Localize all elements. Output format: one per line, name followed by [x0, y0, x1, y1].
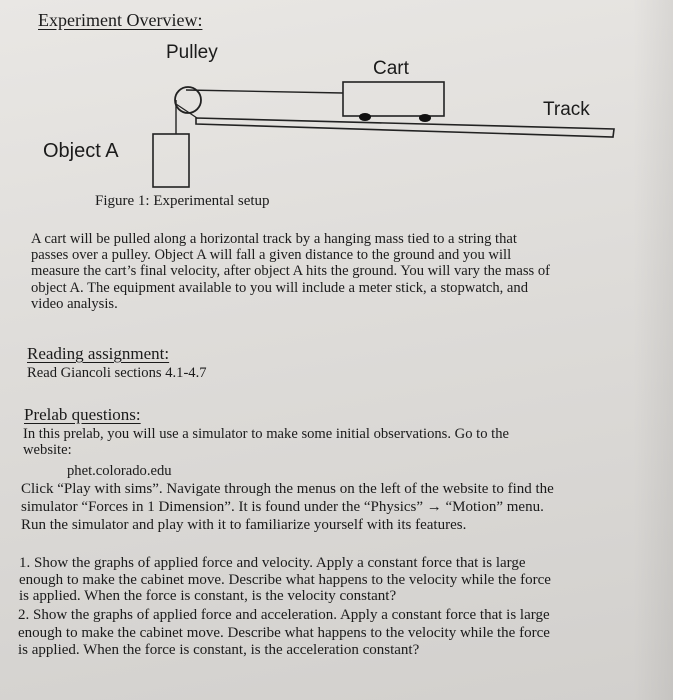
- question-1-line: is applied. When the force is constant, is the velocity constant?: [19, 588, 397, 604]
- question-1: [19, 555, 551, 605]
- question-2: [18, 607, 550, 660]
- cart-body: [343, 82, 444, 116]
- cart-wheel-right: [419, 114, 431, 122]
- intro-line: measure the cart’s final velocity, after object A hits the ground. You will vary the mass of: [31, 263, 551, 280]
- object-a-label: Object A: [43, 140, 119, 162]
- website-text: phet.colorado.edu: [67, 463, 172, 479]
- instruction-line: simulator “Forces in 1 Dimension”. It is found under the “Physics” → “Motion” menu.: [21, 499, 544, 515]
- intro-line: video analysis.: [31, 295, 118, 312]
- track-label: Track: [543, 99, 590, 120]
- figure-caption: Figure 1: Experimental setup: [95, 193, 270, 209]
- string-horizontal: [186, 90, 343, 93]
- question-2-line: 2. Show the graphs of applied force and acceleration. Apply a constant force that is large: [18, 607, 550, 623]
- intro-line: object A. The equipment available to you will include a meter stick, a stopwatch, and: [31, 279, 528, 296]
- cart-wheel-left: [359, 113, 371, 121]
- question-2-line: enough to make the cabinet move. Describe what happens to the velocity while the force: [18, 624, 550, 641]
- prelab-instructions: [21, 480, 554, 534]
- instruction-line: Click “Play with sims”. Navigate through the menus on the left of the website to find the: [21, 481, 554, 497]
- pulley-wheel: [175, 87, 201, 113]
- intro-line: passes over a pulley. Object A will fall a given distance to the ground and you will: [31, 247, 512, 264]
- prelab-intro-line: In this prelab, you will use a simulator to make some initial observations. Go to the: [23, 426, 509, 442]
- page-heading: Experiment Overview:: [38, 10, 203, 30]
- cart-label: Cart: [373, 58, 409, 79]
- pulley-label: Pulley: [166, 42, 218, 63]
- prelab-title: Prelab questions:: [24, 405, 141, 424]
- object-a-box: [153, 134, 189, 187]
- prelab-intro: [23, 426, 509, 458]
- prelab-intro-line: website:: [23, 442, 72, 459]
- instruction-line: Run the simulator and play with it to familiarize yourself with its features.: [21, 517, 467, 533]
- reading-title: Reading assignment:: [27, 344, 170, 363]
- question-1-line: enough to make the cabinet move. Describe what happens to the velocity while the force: [19, 571, 551, 588]
- intro-line: A cart will be pulled along a horizontal track by a hanging mass tied to a string that: [31, 231, 517, 247]
- question-1-line: 1. Show the graphs of applied force and velocity. Apply a constant force that is large: [19, 555, 526, 571]
- question-2-line: is applied. When the force is constant, is the acceleration constant?: [18, 642, 420, 658]
- reading-text: Read Giancoli sections 4.1-4.7: [27, 365, 207, 381]
- intro-paragraph: [31, 231, 550, 312]
